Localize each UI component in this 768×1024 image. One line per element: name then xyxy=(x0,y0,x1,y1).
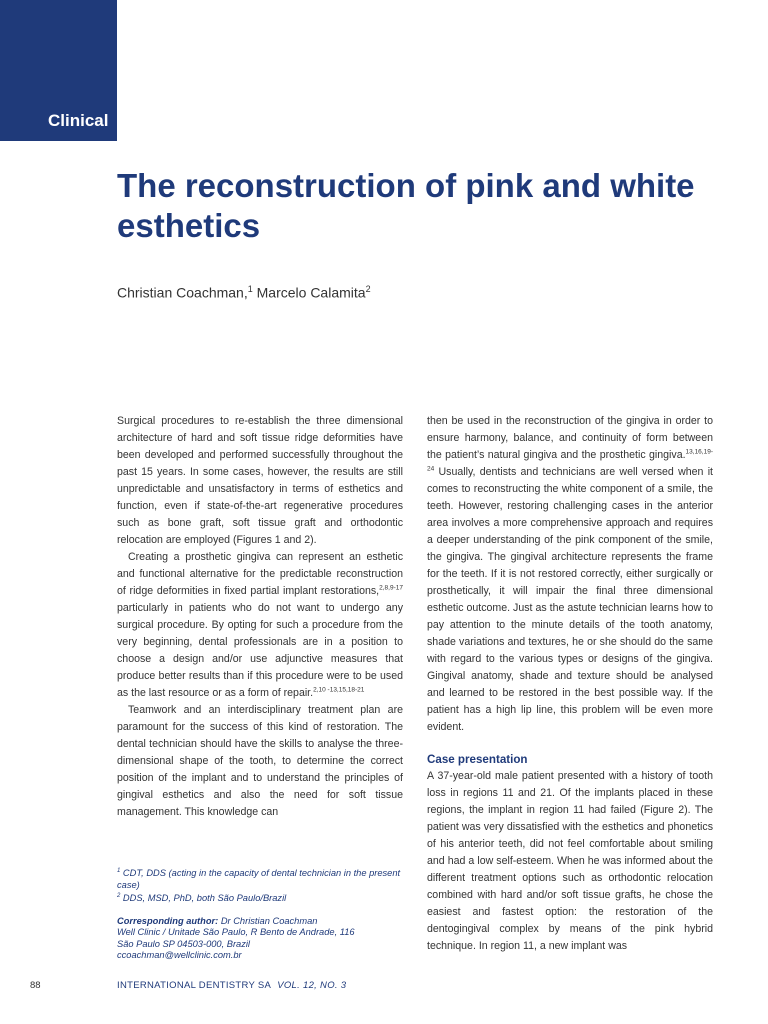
body-paragraph: Teamwork and an interdisciplinary treatment plan are paramount for the success of this kind of restoration. The dental technician should have the skills to analyse the three-dimensional shape of the tooth, to determine the correct position of the implant and to understand the principles of gingival esthetics and also the need for soft tissue management. This knowledge can xyxy=(117,704,403,818)
footnote-text: CDT, DDS (acting in the capacity of dental technician in the present case) xyxy=(117,868,401,890)
body-column-left xyxy=(117,413,403,821)
corresponding-author xyxy=(117,916,403,928)
page-number: 88 xyxy=(30,980,41,991)
journal-footer xyxy=(117,980,346,991)
paragraph-text: Creating a prosthetic gingiva can represent an esthetic and functional alternative for the predictable reconstruction of ridge deformities in fixed partial implant restorations, xyxy=(117,551,403,597)
body-paragraph: Surgical procedures to re-establish the three dimensional architecture of hard and soft tissue ridge deformities have been developed and performed successfully throughout the past 15 years. In some cases, however, the results are still unpredictable and unsatisfactory in terms of esthetics and function, even if state-of-the-art regenerative procedures such as bone graft, soft tissue graft and orthodontic relocation are employed (Figures 1 and 2). xyxy=(117,415,403,546)
citation-ref: 2,10 -13,15,18-21 xyxy=(313,686,365,694)
journal-name: INTERNATIONAL DENTISTRY SA xyxy=(117,980,272,991)
article-title: The reconstruction of pink and white esthetics xyxy=(117,167,695,244)
footnote-2 xyxy=(117,891,403,905)
corresponding-author-label: Corresponding author: xyxy=(117,915,219,926)
section-label: Clinical xyxy=(48,111,109,130)
footnote-marker: 1 xyxy=(117,868,121,874)
journal-volume: VOL. 12, NO. 3 xyxy=(277,980,347,991)
paragraph-text: particularly in patients who do not want to undergo any surgical procedure. By opting for such a procedure from the very beginning, dental professionals are in a position to choose a design and/or use adjunctive measures that produce better results than if this procedure were to be used as the last resource or as a form of repair. xyxy=(117,602,403,699)
footnote-1 xyxy=(117,866,403,891)
author-affiliation-ref: 2 xyxy=(365,284,371,294)
citation-ref: 13,16,19-24 xyxy=(427,448,713,473)
section-heading: Case presentation xyxy=(427,753,528,766)
author-affiliation-ref: 1 xyxy=(247,284,253,294)
contact-email: ccoachman@wellclinic.com.br xyxy=(117,950,242,961)
footnote-text: DDS, MSD, PhD, both São Paulo/Brazil xyxy=(120,893,287,904)
paragraph-text: Usually, dentists and technicians are well versed when it comes to reconstructing the white component of a smile, the teeth. However, restoring challenging cases in the anterior area involves a more comprehensive approach and requires a deeper understanding of the pink component of the smile, the gingiva. The gingival architecture represents the frame for the teeth. If it is not restored correctly, either surgically or prosthetically, it will impair the final three dimensional esthetic outcome. Just as the astute technician learns how to pay attention to the minute details of the tooth anatomy, shade variations and textures, he or she should do the same with regard to the various types or designs of the gingiva. Gingival anatomy, shade and texture should be analysed and learned to be restored in the best possible way. If the patient has a high lip line, this problem will be even more evident. xyxy=(427,466,713,733)
footnote-marker: 2 xyxy=(117,893,121,900)
body-paragraph xyxy=(117,549,403,702)
corresponding-author-name: Dr Christian Coachman xyxy=(218,915,318,926)
body-paragraph: A 37-year-old male patient presented with a history of tooth loss in regions 11 and 21. Of the implants placed in these regions, the implant in region 11 had failed (Figure 2). The patient was very dissatisfied with the esthetics and phonetics of his anterior teeth, did not feel comfortable about smiling and had a low self-esteem. When he was informed about the different treatment options such as orthodontic relocation combined with hard and/or soft tissue grafts, he chose the easiest and fastest option: the restoration of the dentogingival complex by means of the pink hybrid technique. In region 11, a new implant was xyxy=(427,770,713,952)
address-line: São Paulo SP 04503-000, Brazil xyxy=(117,938,250,949)
author-name: Christian Coachman, xyxy=(117,284,248,301)
paragraph-text: then be used in the reconstruction of the gingiva in order to ensure harmony, balance, and continuity of form between the patient’s natural gingiva and the prosthetic gingiva. xyxy=(427,415,713,461)
citation-ref: 2,8,9-17 xyxy=(379,584,403,592)
body-paragraph xyxy=(427,413,713,736)
section-tab xyxy=(0,0,117,141)
body-column-right xyxy=(427,413,713,955)
footnotes xyxy=(117,866,403,962)
author-line xyxy=(117,284,371,301)
address-line: Well Clinic / Unitade São Paulo, R Bento de Andrade, 116 xyxy=(117,927,355,938)
author-name: Marcelo Calamita xyxy=(256,284,366,301)
